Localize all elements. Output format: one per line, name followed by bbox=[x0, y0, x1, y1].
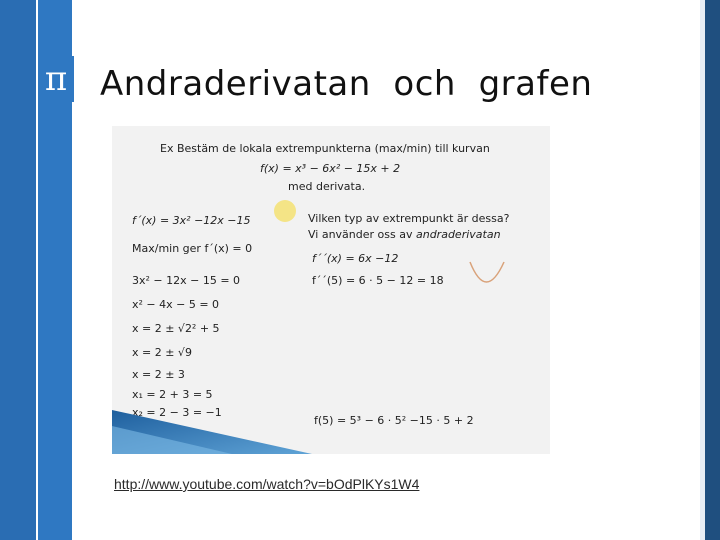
video-step: x₂ = 2 − 3 = −1 bbox=[132, 406, 222, 419]
video-second-derivative: f´´(x) = 6x −12 bbox=[312, 252, 399, 265]
video-step: x = 2 ± 3 bbox=[132, 368, 185, 381]
parabola-sketch-icon bbox=[468, 258, 508, 288]
slide-title: Andraderivatan och grafen bbox=[100, 64, 593, 104]
slide-corner-decoration bbox=[112, 406, 312, 454]
video-question: Vilken typ av extrempunkt är dessa? bbox=[308, 212, 510, 225]
video-question-2-text: Vi använder oss av bbox=[308, 228, 413, 241]
video-question-2-italic: andraderivatan bbox=[415, 228, 501, 241]
video-step: x = 2 ± √9 bbox=[132, 346, 192, 359]
video-frame[interactable] bbox=[112, 126, 550, 454]
youtube-link[interactable]: http://www.youtube.com/watch?v=bOdPlKYs1W4 bbox=[114, 476, 420, 492]
video-function: f(x) = x³ − 6x² − 15x + 2 bbox=[260, 162, 401, 175]
video-second-eval: f´´(5) = 6 · 5 − 12 = 18 bbox=[312, 274, 444, 287]
video-heading: Ex Bestäm de lokala extrempunkterna (max/min) till kurvan bbox=[160, 142, 490, 155]
right-accent-band bbox=[705, 0, 720, 540]
left-accent-band bbox=[0, 0, 36, 540]
video-derivative: f´(x) = 3x² −12x −15 bbox=[132, 214, 251, 227]
pi-logo-icon: π bbox=[36, 56, 76, 102]
video-step: 3x² − 12x − 15 = 0 bbox=[132, 274, 241, 287]
cursor-highlight-icon bbox=[274, 200, 296, 222]
video-with-derivative: med derivata. bbox=[288, 180, 366, 193]
video-f-eval: f(5) = 5³ − 6 · 5² −15 · 5 + 2 bbox=[314, 414, 474, 427]
video-step: x² − 4x − 5 = 0 bbox=[132, 298, 220, 311]
video-question-2 bbox=[308, 228, 501, 241]
video-step: x₁ = 2 + 3 = 5 bbox=[132, 388, 213, 401]
video-maxmin: Max/min ger f´(x) = 0 bbox=[132, 242, 253, 255]
video-step: x = 2 ± √2² + 5 bbox=[132, 322, 220, 335]
